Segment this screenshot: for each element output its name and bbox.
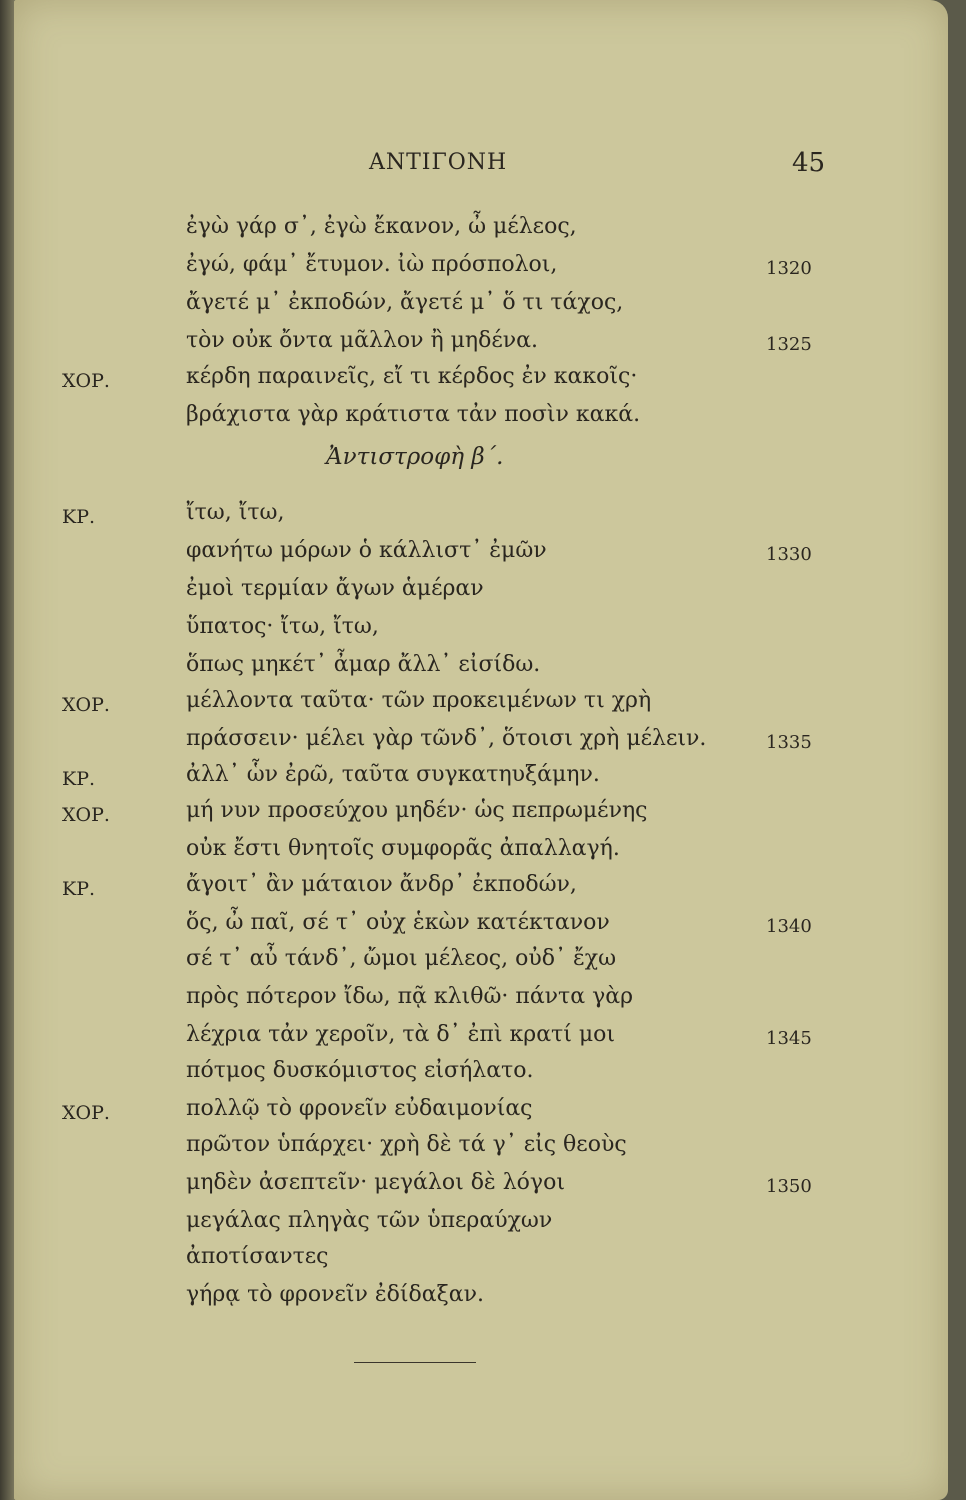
verse-text: ἐγὼ γάρ σ᾽, ἐγὼ ἔκανον, ὦ μέλεος, xyxy=(186,214,577,239)
verse-line xyxy=(14,1022,948,1058)
verse-text: ἀλλ᾽ ὧν ἐρῶ, ταῦτα συγκατηυξάμην. xyxy=(186,762,600,787)
verse-text: ὅς, ὦ παῖ, σέ τ᾽ οὐχ ἑκὼν κατέκτανον xyxy=(186,910,610,935)
verse-text: μή νυν προσεύχου μηδέν· ὡς πεπρωμένης xyxy=(186,798,648,823)
verse-line xyxy=(14,1244,948,1280)
line-number: 1340 xyxy=(766,916,812,937)
speaker-label: ΚΡ. xyxy=(62,768,96,790)
speaker-label: ΧΟΡ. xyxy=(62,370,110,392)
section-heading: Ἀντιστροφὴ β΄. xyxy=(326,444,504,470)
verse-text: βράχιστα γὰρ κράτιστα τἀν ποσὶν κακά. xyxy=(186,402,641,427)
book-page xyxy=(14,0,948,1500)
verse-line xyxy=(14,214,948,250)
book-spine xyxy=(0,0,14,1500)
verse-line xyxy=(14,290,948,326)
verse-line xyxy=(14,1208,948,1244)
verse-text: πρῶτον ὑπάρχει· χρὴ δὲ τά γ᾽ εἰς θεοὺς xyxy=(186,1132,627,1157)
line-number: 1325 xyxy=(766,334,812,355)
verse-line xyxy=(14,1132,948,1168)
verse-text: μηδὲν ἀσεπτεῖν· μεγάλοι δὲ λόγοι xyxy=(186,1170,565,1195)
verse-line xyxy=(14,614,948,650)
verse-text: οὐκ ἔστι θνητοῖς συμφορᾶς ἀπαλλαγή. xyxy=(186,836,620,861)
verse-line xyxy=(14,726,948,762)
verse-text: ἐγώ, φάμ᾽ ἔτυμον. ἰὼ πρόσπολοι, xyxy=(186,252,558,277)
verse-text: ἀποτίσαντες xyxy=(186,1244,329,1269)
verse-line xyxy=(14,1282,948,1318)
verse-text: πρὸς πότερον ἴδω, πᾷ κλιθῶ· πάντα γὰρ xyxy=(186,984,634,1009)
verse-text: μέλλοντα ταῦτα· τῶν προκειμένων τι χρὴ xyxy=(186,688,652,713)
line-number: 1320 xyxy=(766,258,812,279)
verse-text: πολλῷ τὸ φρονεῖν εὐδαιμονίας xyxy=(186,1096,533,1121)
line-number: 1345 xyxy=(766,1028,812,1049)
verse-line xyxy=(14,910,948,946)
verse-text: πράσσειν· μέλει γὰρ τῶνδ᾽, ὅτοισι χρὴ μέλειν. xyxy=(186,726,707,751)
verse-line xyxy=(14,402,948,438)
page-number: 45 xyxy=(792,148,826,178)
running-header: ΑΝΤΙΓΟΝΗ xyxy=(369,150,508,175)
speaker-label: ΚΡ. xyxy=(62,878,96,900)
line-number: 1350 xyxy=(766,1176,812,1197)
speaker-label: ΧΟΡ. xyxy=(62,804,110,826)
closing-rule xyxy=(354,1362,476,1363)
verse-line xyxy=(14,500,948,536)
verse-text: ἄγετέ μ᾽ ἐκποδών, ἄγετέ μ᾽ ὅ τι τάχος, xyxy=(186,290,624,315)
verse-line xyxy=(14,872,948,908)
verse-text: γήρᾳ τὸ φρονεῖν ἐδίδαξαν. xyxy=(186,1282,484,1307)
verse-line xyxy=(14,364,948,400)
verse-line xyxy=(14,688,948,724)
verse-text: σέ τ᾽ αὖ τάνδ᾽, ὤμοι μέλεος, οὐδ᾽ ἔχω xyxy=(186,946,617,971)
line-number: 1335 xyxy=(766,732,812,753)
verse-line xyxy=(14,1058,948,1094)
verse-line xyxy=(14,798,948,834)
speaker-label: ΧΟΡ. xyxy=(62,694,110,716)
verse-line xyxy=(14,1096,948,1132)
verse-text: ἴτω, ἴτω, xyxy=(186,500,285,525)
speaker-label: ΚΡ. xyxy=(62,506,96,528)
section-heading-row xyxy=(14,444,948,480)
verse-text: ὅπως μηκέτ᾽ ἆμαρ ἄλλ᾽ εἰσίδω. xyxy=(186,652,541,677)
verse-text: κέρδη παραινεῖς, εἴ τι κέρδος ἐν κακοῖς· xyxy=(186,364,638,389)
verse-line xyxy=(14,1170,948,1206)
verse-text: πότμος δυσκόμιστος εἰσήλατο. xyxy=(186,1058,534,1083)
verse-line xyxy=(14,328,948,364)
verse-text: τὸν οὐκ ὄντα μᾶλλον ἢ μηδένα. xyxy=(186,328,538,353)
verse-text: ἐμοὶ τερμίαν ἄγων ἁμέραν xyxy=(186,576,484,601)
verse-line xyxy=(14,538,948,574)
verse-line xyxy=(14,836,948,872)
line-number: 1330 xyxy=(766,544,812,565)
verse-text: ὕπατος· ἴτω, ἴτω, xyxy=(186,614,379,639)
verse-line xyxy=(14,252,948,288)
verse-text: λέχρια τἀν χεροῖν, τὰ δ᾽ ἐπὶ κρατί μοι xyxy=(186,1022,616,1047)
verse-text: μεγάλας πληγὰς τῶν ὑπεραύχων xyxy=(186,1208,553,1233)
verse-line xyxy=(14,652,948,688)
verse-line xyxy=(14,576,948,612)
verse-text: φανήτω μόρων ὁ κάλλιστ᾽ ἐμῶν xyxy=(186,538,547,563)
speaker-label: ΧΟΡ. xyxy=(62,1102,110,1124)
verse-text: ἄγοιτ᾽ ἂν μάταιον ἄνδρ᾽ ἐκποδών, xyxy=(186,872,577,897)
verse-line xyxy=(14,946,948,982)
verse-line xyxy=(14,762,948,798)
verse-line xyxy=(14,984,948,1020)
